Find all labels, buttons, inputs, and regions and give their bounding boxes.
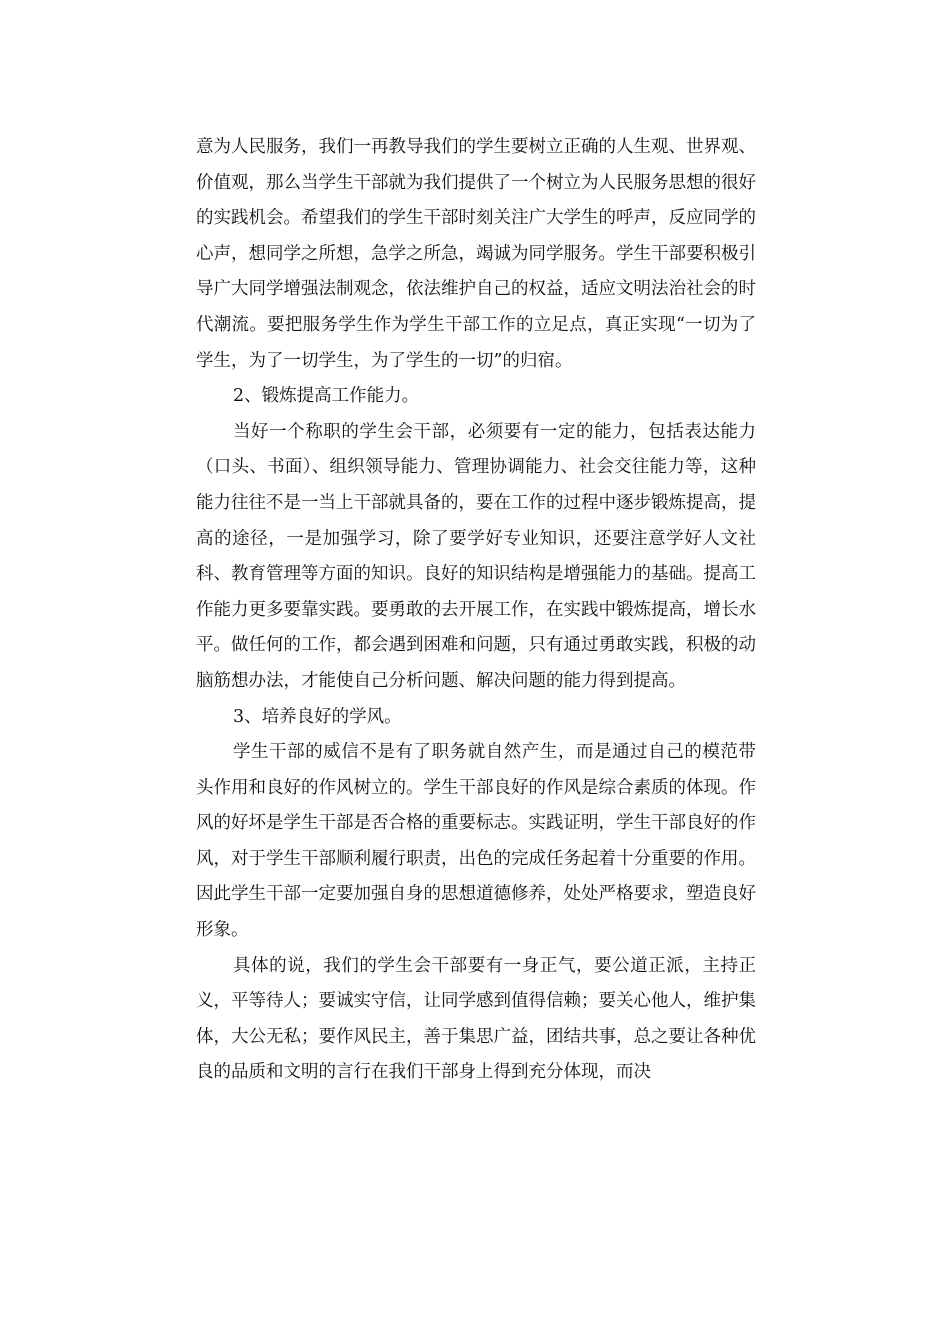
paragraph-specifics: 具体的说，我们的学生会干部要有一身正气，要公道正派，主持正义，平等待人；要诚实守信，让同学感到值得信赖；要关心他人，维护集体，大公无私；要作风民主，善于集思广益，团结共事，总之要让各种优良的品质和文明的言行在我们干部身上得到充分体现，而决 (196, 955, 756, 1083)
section-heading-3: 3、培养良好的学风。 (233, 706, 402, 727)
paragraph-ability: 当好一个称职的学生会干部，必须要有一定的能力，包括表达能力（口头、书面）、组织领导能力、管理协调能力、社会交往能力等，这种能力往往不是一当上干部就具备的，要在工作的过程中逐步锻炼提高，提高的途径，一是加强学习，除了要学好专业知识，还要注意学好人文社科、教育管理等方面的知识。良好的知识结构是增强能力的基础。提高工作能力更多要靠实践。要勇敢的去开展工作，在实践中锻炼提高，增长水平。做任何的工作，都会遇到困难和问题，只有通过勇敢实践，积极的动脑筋想办法，才能使自己分析问题、解决问题的能力得到提高。 (196, 421, 756, 691)
section-heading-2: 2、锻炼提高工作能力。 (233, 386, 420, 407)
document-page (196, 130, 756, 1091)
paragraph-serve-people: 意为人民服务，我们一再教导我们的学生要树立正确的人生观、世界观、价值观，那么当学生干部就为我们提供了一个树立为人民服务思想的很好的实践机会。希望我们的学生干部时刻关注广大学生的呼声，反应同学的心声，想同学之所想，急学之所急，竭诚为同学服务。学生干部要积极引导广大同学增强法制观念，依法维护自己的权益，适应文明法治社会的时代潮流。要把服务学生作为学生干部工作的立足点，真正实现“一切为了学生，为了一切学生，为了学生的一切”的归宿。 (196, 137, 756, 371)
paragraph-style: 学生干部的威信不是有了职务就自然产生，而是通过自己的模范带头作用和良好的作风树立的。学生干部良好的作风是综合素质的体现。作风的好坏是学生干部是否合格的重要标志。实践证明，学生干部良好的作风，对于学生干部顺利履行职责，出色的完成任务起着十分重要的作用。因此学生干部一定要加强自身的思想道德修养，处处严格要求，塑造良好形象。 (196, 742, 756, 941)
